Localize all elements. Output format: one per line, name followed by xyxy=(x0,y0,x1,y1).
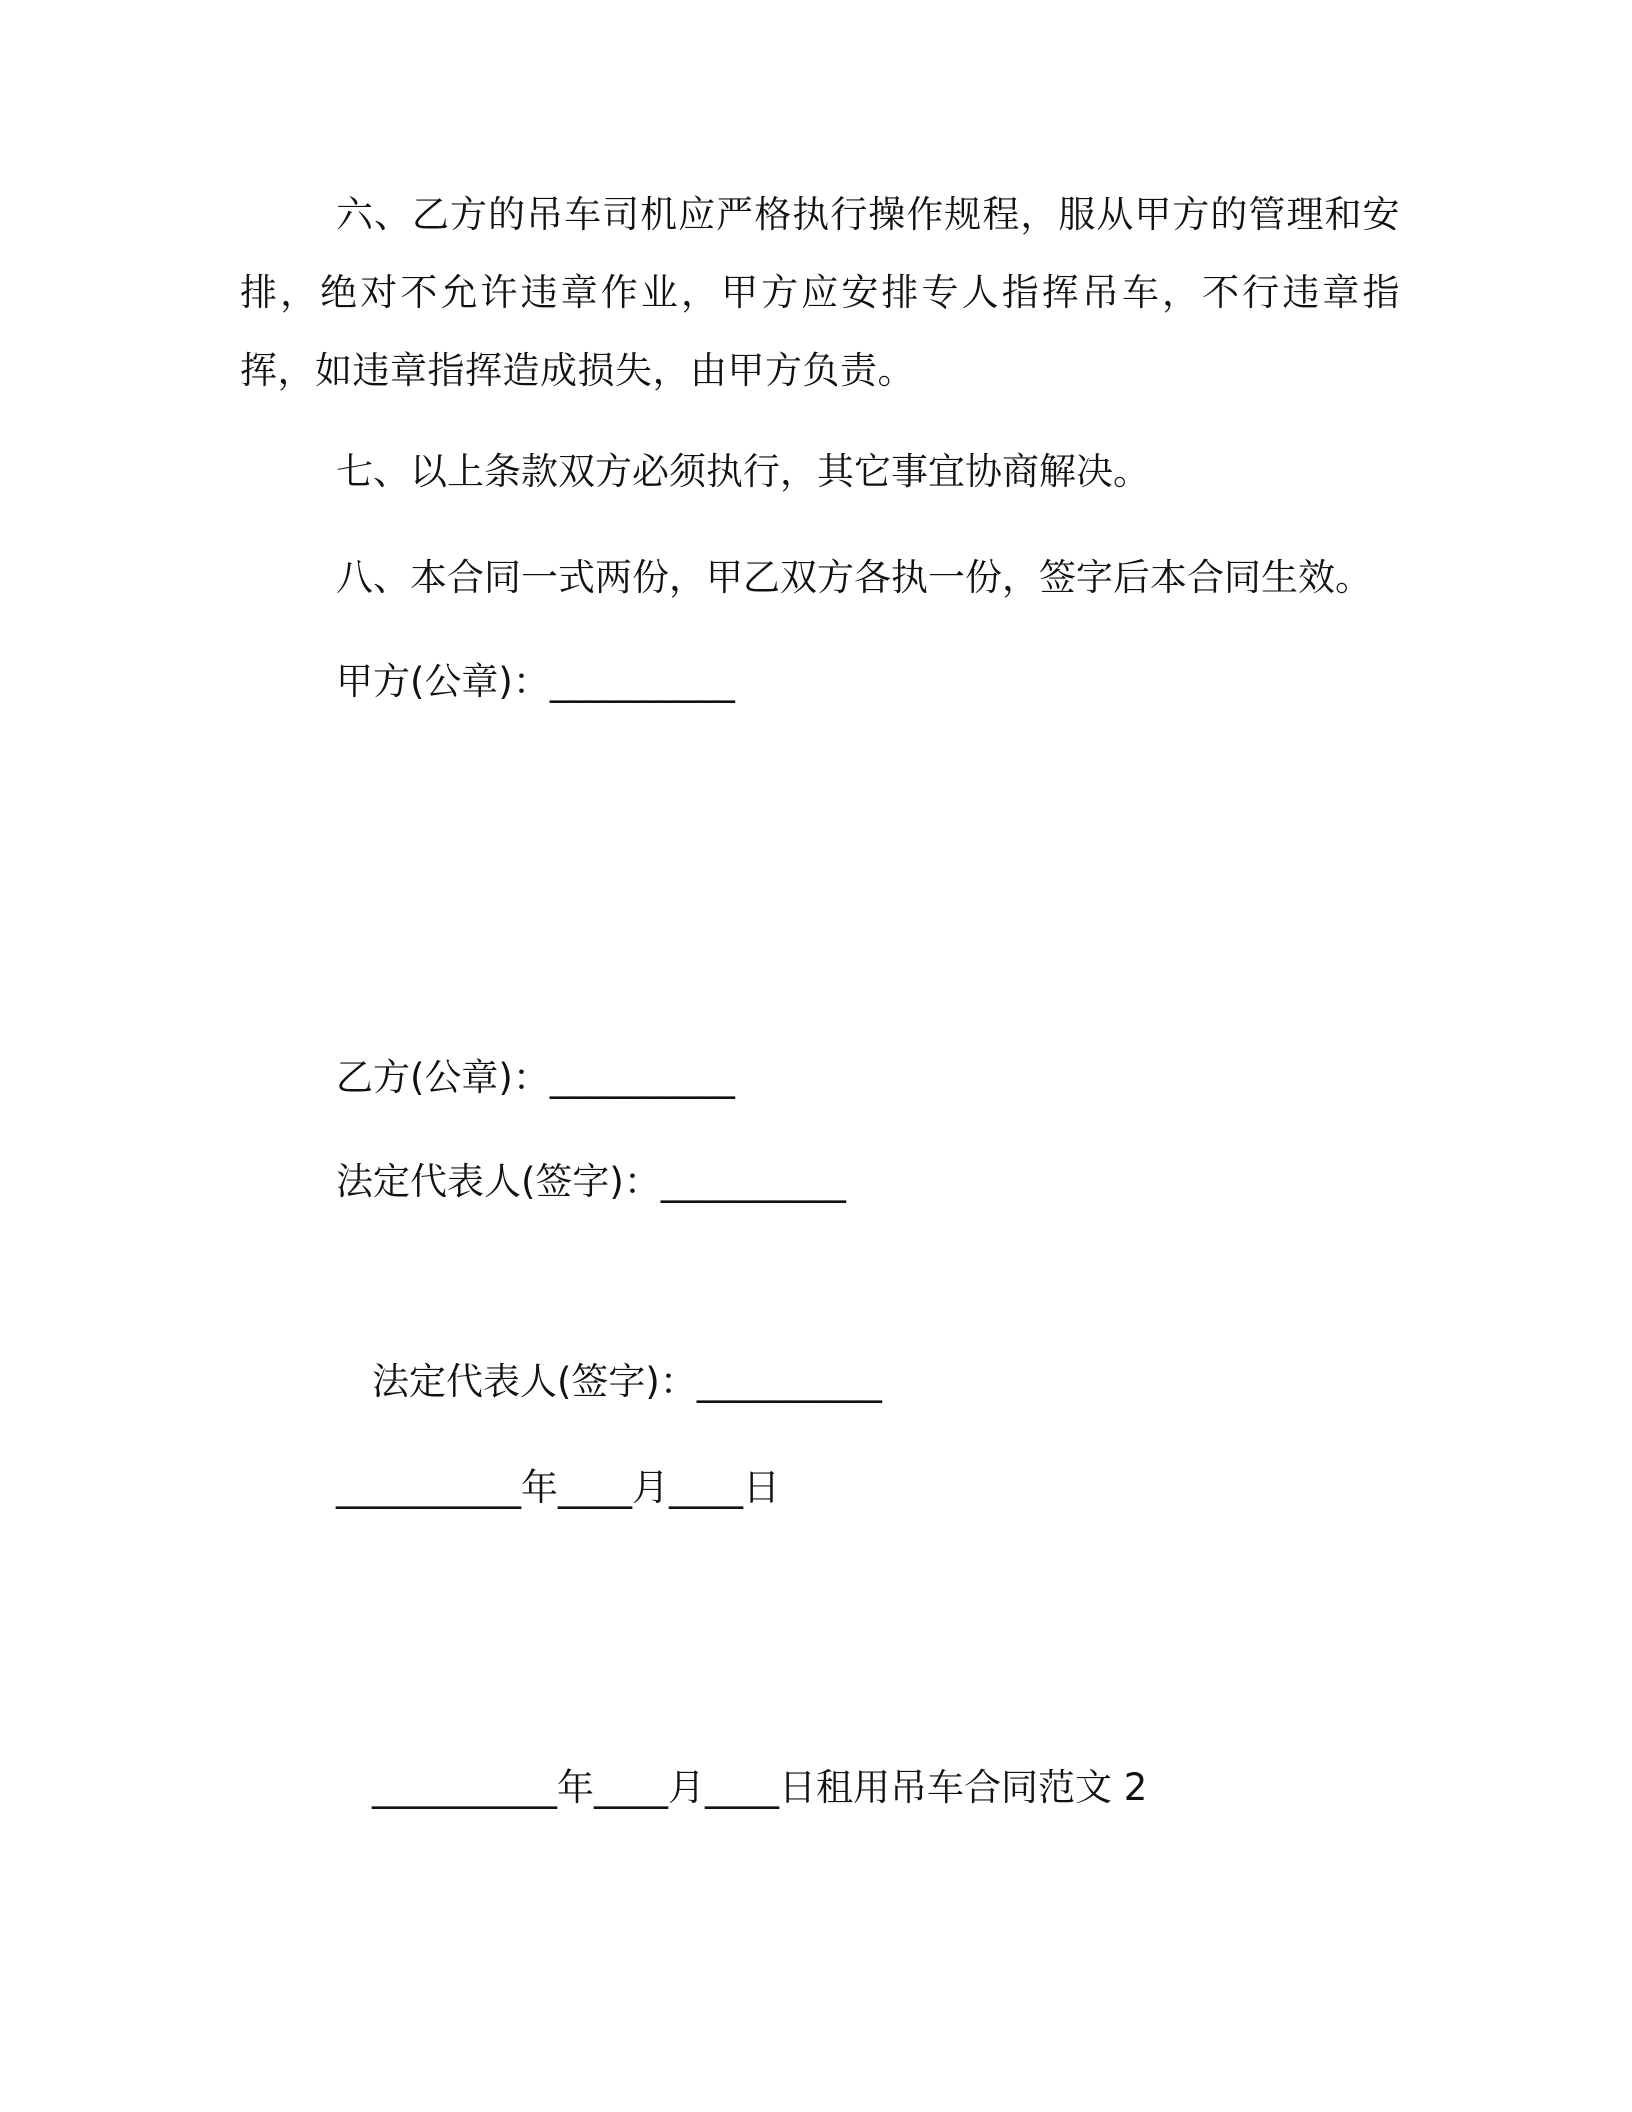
party-b-seal-line: 乙方(公章)：__________ xyxy=(336,1056,735,1099)
next-section-title: __________年____月____日租用吊车合同范文 2 xyxy=(372,1766,1148,1809)
clause-seven: 七、以上条款双方必须执行，其它事宜协商解决。 xyxy=(336,450,1150,493)
date-line: __________年____月____日 xyxy=(336,1466,780,1509)
clause-eight: 八、本合同一式两份，甲乙双方各执一份，签字后本合同生效。 xyxy=(336,556,1372,599)
legal-representative-signature-line: 法定代表人(签字)：__________ xyxy=(372,1360,882,1403)
legal-representative-signature-line: 法定代表人(签字)：__________ xyxy=(336,1160,846,1203)
party-a-seal-line: 甲方(公章)：__________ xyxy=(336,660,735,703)
clause-six: 六、乙方的吊车司机应严格执行操作规程，服从甲方的管理和安排，绝对不允许违章作业，甲方应安排专人指挥吊车，不行违章指挥，如违章指挥造成损失，由甲方负责。 xyxy=(240,193,1400,392)
